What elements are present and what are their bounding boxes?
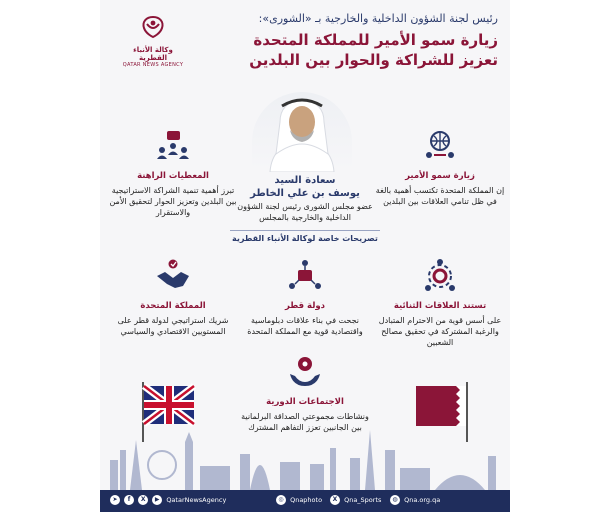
topic-emir-visit	[375, 128, 505, 207]
topic-uk	[108, 258, 238, 337]
person-title: سعادة السيد	[274, 175, 336, 186]
person-portrait	[252, 92, 352, 172]
topic-uk-title: المملكة المتحدة	[140, 301, 206, 311]
qna-emblem-icon	[136, 14, 170, 40]
topic-bilateral-title: تستند العلاقات الثنائية	[393, 301, 487, 311]
footer-social-photo	[276, 495, 322, 505]
topic-uk-body: شريك استراتيجي لدولة قطر على المستويين الاقتصادي والسياسي	[117, 316, 229, 336]
topic-qatar-body: نجحت في بناء علاقات دبلوماسية واقتصادية قوية مع المملكة المتحدة	[247, 316, 363, 336]
topic-qatar-title: دولة قطر	[284, 301, 326, 311]
hands-heart-icon	[287, 354, 323, 390]
topic-emir-visit-body: إن المملكة المتحدة تكتسب أهمية بالغة في ظل تنامي العلاقات بين البلدين	[375, 186, 505, 206]
footer-social-main	[110, 495, 226, 505]
logo-name-en: QATAR NEWS AGENCY	[122, 62, 184, 68]
website-link[interactable]: Qna.org.qa	[404, 496, 441, 504]
logo-name-ar: وكالة الأنباء القطرية	[133, 46, 173, 62]
network-people-icon	[287, 258, 323, 294]
handle-photo[interactable]: Qnaphoto	[290, 496, 323, 504]
person-name-block	[230, 174, 380, 200]
handle-main[interactable]: QatarNewsAgency	[166, 496, 227, 504]
globe-exchange-icon	[422, 128, 458, 164]
x-sports-icon[interactable]: X	[330, 495, 340, 505]
headline-line-1: زيارة سمو الأمير للمملكة المتحدة	[253, 31, 498, 49]
person-photo	[252, 92, 352, 172]
facebook-icon[interactable]: f	[124, 495, 134, 505]
globe-icon: ◍	[390, 495, 400, 505]
topic-bilateral-body: على أسس قوية من الاحترام المتبادل والرغبة المشتركة في تحقيق مصالح الشعبين	[378, 316, 502, 347]
infographic-card	[100, 0, 510, 512]
gear-people-icon	[422, 258, 458, 294]
topic-qatar	[240, 258, 370, 337]
person-name: يوسف بن علي الخاطر	[250, 188, 360, 199]
footer-social-sports	[330, 495, 381, 505]
handshake-icon	[155, 258, 191, 294]
person-role: عضو مجلس الشورى رئيس لجنة الشؤون الداخلية والخارجية بالمجلس	[237, 202, 373, 222]
youtube-icon[interactable]: ▶	[152, 495, 162, 505]
telegram-icon[interactable]: ➤	[110, 495, 120, 505]
topic-current-data	[108, 128, 238, 218]
topic-meetings-title: الاجتماعات الدورية	[266, 397, 344, 407]
kicker-text: رئيس لجنة الشؤون الداخلية والخارجية بـ «الشورى»:	[258, 12, 498, 25]
source-note: تصريحات خاصة لوكالة الأنباء القطرية	[230, 230, 380, 243]
footer-bar	[100, 490, 510, 512]
headline	[168, 30, 498, 70]
handle-sports[interactable]: Qna_Sports	[344, 496, 382, 504]
headline-line-2: تعزيز للشراكة والحوار بين البلدين	[249, 51, 498, 69]
topic-meetings-body: ونشاطات مجموعتي الصداقة البرلمانية بين الجانبين تعزز التفاهم المشترك	[241, 412, 369, 432]
x-icon[interactable]: X	[138, 495, 148, 505]
instagram-icon[interactable]: ◎	[276, 495, 286, 505]
topic-current-data-body: تبرز أهمية تنمية الشراكة الاستراتيجية بين البلدين وتعزيز الحوار لتحقيق الأمن والاستقرار	[109, 186, 237, 217]
city-skyline	[100, 420, 510, 490]
topic-bilateral	[375, 258, 505, 348]
topic-emir-visit-title: زيارة سمو الأمير	[405, 171, 475, 181]
footer-website	[390, 495, 440, 505]
people-dialogue-icon	[155, 128, 191, 164]
topic-current-data-title: المعطيات الراهنة	[137, 171, 209, 181]
